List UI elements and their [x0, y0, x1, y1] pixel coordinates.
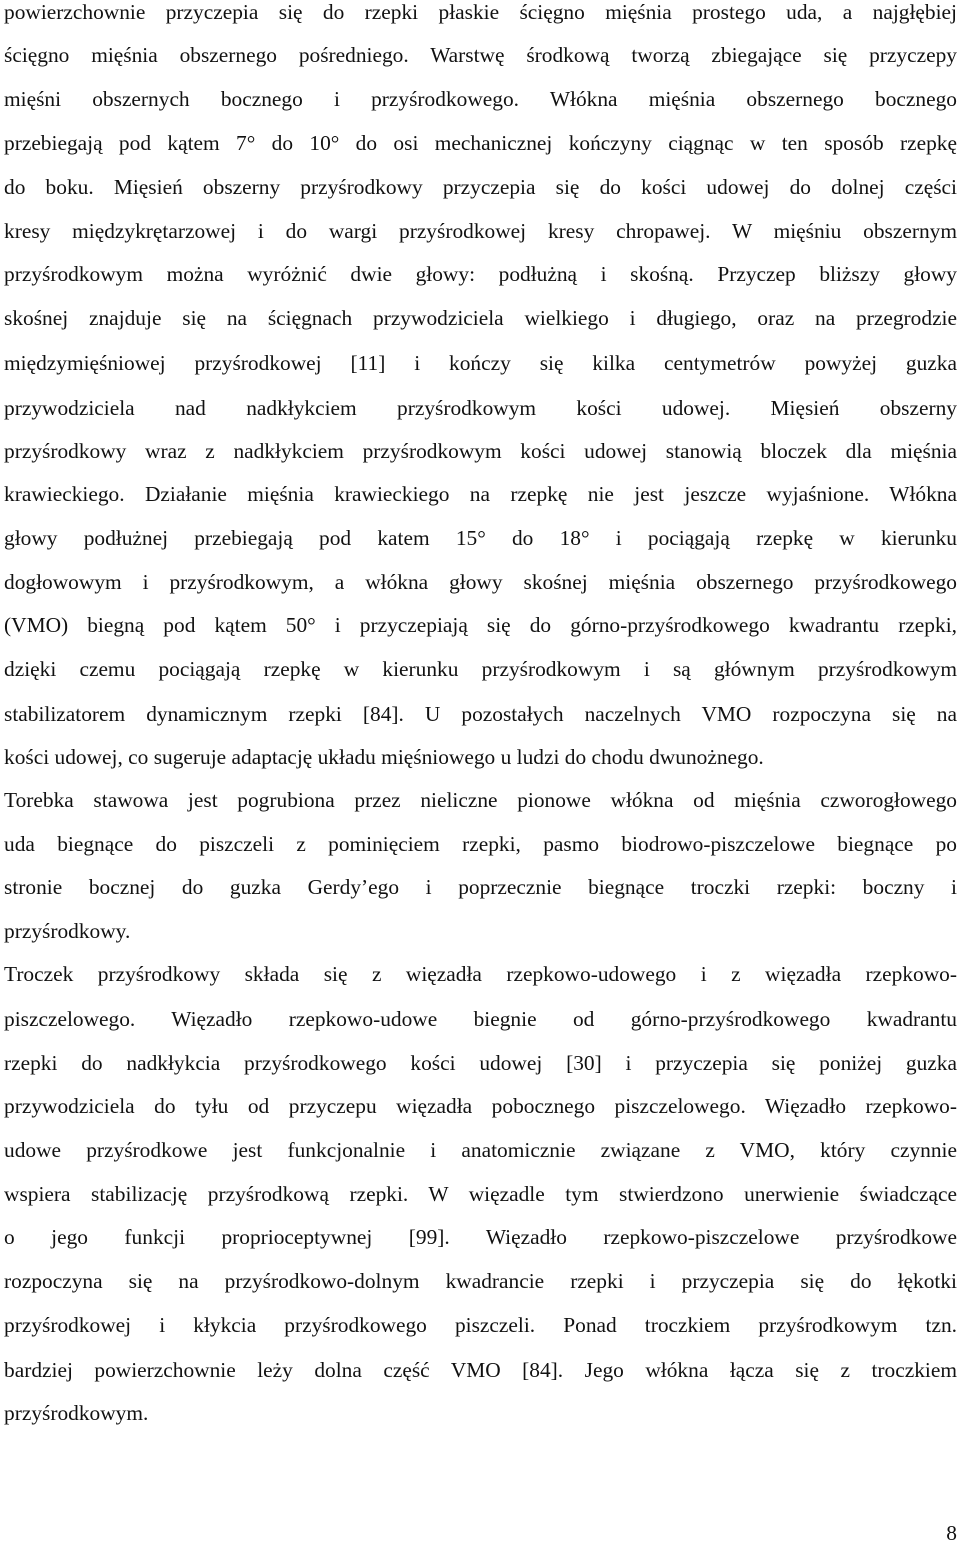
text-line: rozpoczyna się na przyśrodkowo-dolnym kwadrancie rzepki i przyczepia się do łękotki [4, 1269, 957, 1293]
text-line: dogłowowym i przyśrodkowym, a włókna głowy skośnej mięśnia obszernego przyśrodkowego [4, 570, 957, 594]
text-line: mięśni obszernych bocznego i przyśrodkowego. Włókna mięśnia obszernego bocznego [4, 87, 957, 111]
text-line: wspiera stabilizację przyśrodkową rzepki. W więzadle tym stwierdzono unerwienie świadczące [4, 1182, 957, 1206]
text-line: przyśrodkowym można wyróżnić dwie głowy: podłużną i skośną. Przyczep bliższy głowy [4, 262, 957, 286]
text-line: udowe przyśrodkowe jest funkcjonalnie i anatomicznie związane z VMO, który czynnie [4, 1138, 957, 1162]
text-line: piszczelowego. Więzadło rzepkowo-udowe biegnie od górno-przyśrodkowego kwadrantu [4, 1007, 957, 1031]
text-line: krawieckiego. Działanie mięśnia krawieckiego na rzepkę nie jest jeszcze wyjaśnione. Włókna [4, 482, 957, 506]
text-line: głowy podłużnej przebiegają pod katem 15° do 18° i pociągają rzepkę w kierunku [4, 526, 957, 550]
text-line: bardziej powierzchownie leży dolna część VMO [84]. Jego włókna łącza się z troczkiem [4, 1358, 957, 1382]
text-line: przyśrodkowy wraz z nadkłykciem przyśrodkowym kości udowej stanowią bloczek dla mięśnia [4, 439, 957, 463]
text-line: ścięgno mięśnia obszernego pośredniego. Warstwę środkową tworzą zbiegające się przyczepy [4, 43, 957, 67]
text-line: kresy międzykrętarzowej i do wargi przyśrodkowej kresy chropawej. W mięśniu obszernym [4, 219, 957, 243]
text-line: Troczek przyśrodkowy składa się z więzadła rzepkowo-udowego i z więzadła rzepkowo- [4, 962, 957, 986]
text-line: dzięki czemu pociągają rzepkę w kierunku przyśrodkowym i są głównym przyśrodkowym [4, 657, 957, 681]
text-line: przyśrodkowej i kłykcia przyśrodkowego piszczeli. Ponad troczkiem przyśrodkowym tzn. [4, 1313, 957, 1337]
text-line: przebiegają pod kątem 7° do 10° do osi mechanicznej kończyny ciągnąc w ten sposób rzepkę [4, 131, 957, 155]
text-line: przywodziciela nad nadkłykciem przyśrodkowym kości udowej. Mięsień obszerny [4, 396, 957, 420]
text-line: stronie bocznej do guzka Gerdy’ego i poprzecznie biegnące troczki rzepki: boczny i [4, 875, 957, 899]
text-line: skośnej znajduje się na ścięgnach przywodziciela wielkiego i długiego, oraz na przegrodzie [4, 306, 957, 330]
text-line: przywodziciela do tyłu od przyczepu więzadła pobocznego piszczelowego. Więzadło rzepkowo- [4, 1094, 957, 1118]
text-line: do boku. Mięsień obszerny przyśrodkowy przyczepia się do kości udowej do dolnej części [4, 175, 957, 199]
text-line: powierzchownie przyczepia się do rzepki płaskie ścięgno mięśnia prostego uda, a najgłębiej [4, 0, 957, 24]
text-line: przyśrodkowym. [4, 1401, 149, 1425]
text-line: uda biegnące do piszczeli z pominięciem rzepki, pasmo biodrowo-piszczelowe biegnące po [4, 832, 957, 856]
text-line: (VMO) biegną pod kątem 50° i przyczepiają się do górno-przyśrodkowego kwadrantu rzepki, [4, 613, 957, 637]
text-line: kości udowej, co sugeruje adaptację układu mięśniowego u ludzi do chodu dwunożnego. [4, 745, 764, 769]
text-line: przyśrodkowy. [4, 919, 131, 943]
text-line: Torebka stawowa jest pogrubiona przez nieliczne pionowe włókna od mięśnia czworogłowego [4, 788, 957, 812]
text-line: międzymięśniowej przyśrodkowej [11] i kończy się kilka centymetrów powyżej guzka [4, 351, 957, 375]
page-number: 8 [946, 1521, 957, 1545]
text-line: stabilizatorem dynamicznym rzepki [84]. U pozostałych naczelnych VMO rozpoczyna się na [4, 702, 957, 726]
text-line: rzepki do nadkłykcia przyśrodkowego kości udowej [30] i przyczepia się poniżej guzka [4, 1051, 957, 1075]
text-line: o jego funkcji proprioceptywnej [99]. Więzadło rzepkowo-piszczelowe przyśrodkowe [4, 1225, 957, 1249]
